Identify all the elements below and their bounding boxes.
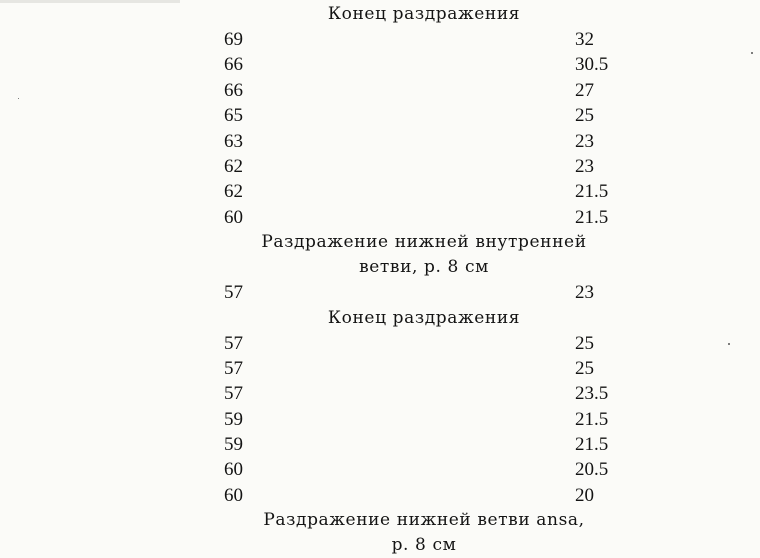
table-row bbox=[224, 331, 624, 356]
right-value: 27 bbox=[575, 79, 594, 101]
scan-speck bbox=[18, 98, 19, 99]
left-value: 62 bbox=[224, 155, 243, 177]
left-value: 62 bbox=[224, 181, 243, 203]
section-heading-line: Раздражение нижней внутренней bbox=[261, 232, 587, 253]
table-row bbox=[224, 103, 624, 128]
table-row bbox=[224, 356, 624, 381]
scan-speck bbox=[728, 343, 730, 345]
left-value: 57 bbox=[224, 357, 243, 379]
left-value: 59 bbox=[224, 408, 243, 430]
right-value: 21.5 bbox=[575, 206, 609, 228]
section-heading-line: Раздражение нижней ветви ansa, bbox=[263, 510, 585, 531]
left-value: 59 bbox=[224, 434, 243, 456]
right-value: 25 bbox=[575, 357, 594, 379]
table-row bbox=[224, 27, 624, 52]
table-row bbox=[224, 432, 624, 457]
table-row bbox=[224, 457, 624, 482]
table-row bbox=[224, 280, 624, 305]
measurement-table bbox=[224, 2, 624, 558]
table-row bbox=[224, 52, 624, 77]
table-row bbox=[224, 483, 624, 508]
section-heading-line: ветви, р. 8 см bbox=[359, 257, 489, 278]
left-value: 66 bbox=[224, 79, 243, 101]
right-value: 32 bbox=[575, 29, 594, 50]
table-row bbox=[224, 205, 624, 230]
table-row bbox=[224, 78, 624, 103]
right-value: 25 bbox=[575, 332, 594, 354]
right-value: 23 bbox=[575, 155, 594, 177]
right-value: 21.5 bbox=[575, 434, 609, 456]
table-row bbox=[224, 154, 624, 179]
left-value: 60 bbox=[224, 484, 243, 506]
scan-speck bbox=[751, 52, 753, 54]
section-heading-line: р. 8 см bbox=[391, 535, 457, 556]
left-value: 60 bbox=[224, 206, 243, 228]
right-value: 20 bbox=[575, 484, 594, 506]
left-value: 65 bbox=[224, 105, 243, 127]
right-value: 20.5 bbox=[575, 459, 609, 481]
right-value: 21.5 bbox=[575, 181, 609, 203]
right-value: 23.5 bbox=[575, 383, 609, 405]
section-heading bbox=[224, 508, 624, 558]
left-value: 69 bbox=[224, 29, 243, 50]
right-value: 23 bbox=[575, 282, 594, 304]
section-heading-line: Конец раздражения bbox=[327, 4, 521, 24]
right-value: 25 bbox=[575, 105, 594, 127]
section-heading bbox=[224, 306, 624, 331]
table-row bbox=[224, 381, 624, 406]
table-row bbox=[224, 129, 624, 154]
right-value: 21.5 bbox=[575, 408, 609, 430]
right-value: 30.5 bbox=[575, 54, 609, 76]
left-value: 63 bbox=[224, 130, 243, 152]
right-value: 23 bbox=[575, 130, 594, 152]
section-heading bbox=[224, 2, 624, 27]
left-value: 66 bbox=[224, 54, 243, 76]
left-value: 57 bbox=[224, 332, 243, 354]
left-value: 57 bbox=[224, 383, 243, 405]
left-value: 60 bbox=[224, 459, 243, 481]
table-row bbox=[224, 407, 624, 432]
section-heading bbox=[224, 230, 624, 280]
table-row bbox=[224, 179, 624, 204]
section-heading-line: Конец раздражения bbox=[327, 307, 521, 328]
left-value: 57 bbox=[224, 282, 243, 304]
scan-edge-mark bbox=[0, 0, 180, 3]
